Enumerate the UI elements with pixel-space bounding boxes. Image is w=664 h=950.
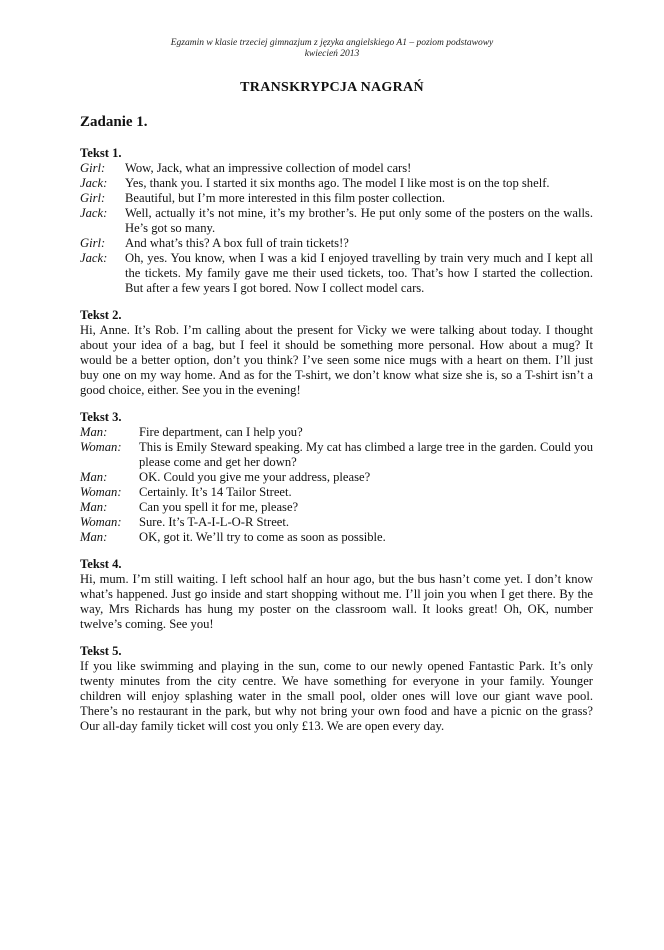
section-tekst-1	[80, 146, 593, 296]
monologue-paragraph: Hi, Anne. It’s Rob. I’m calling about the present for Vicky we were talking about today. I thought about your idea of a bag, but I feel it should be something more personal. How about a mug? It would be a better option, don’t you think? I’ve seen some nice mugs with a heart on them. I’ll just buy one on my way home. And as for the T-shirt, we don’t know what size she is, so a T-shirt isn’t a good choice, either. See you in the evening!	[80, 323, 593, 397]
dialogue-line	[80, 236, 593, 251]
line-text: Can you spell it for me, please?	[139, 500, 299, 514]
speaker-label: Woman:	[80, 515, 122, 529]
dialogue-line	[80, 485, 593, 500]
line-text: Certainly. It’s 14 Tailor Street.	[139, 485, 292, 499]
line-text: Sure. It’s T-A-I-L-O-R Street.	[139, 515, 290, 529]
dialogue-line	[80, 515, 593, 530]
speaker-label: Girl:	[80, 236, 106, 250]
line-text: Beautiful, but I’m more interested in this film poster collection.	[125, 191, 446, 205]
speaker-label: Girl:	[80, 161, 106, 175]
speaker-label: Girl:	[80, 191, 106, 205]
line-text: OK. Could you give me your address, please?	[139, 470, 371, 484]
speaker-label: Woman:	[80, 440, 122, 454]
section-heading: Tekst 5.	[80, 644, 122, 658]
dialogue-line	[80, 206, 593, 236]
line-text: Yes, thank you. I started it six months ago. The model I like most is on the top shelf.	[125, 176, 550, 190]
dialogue-line	[80, 176, 593, 191]
line-text: Fire department, can I help you?	[139, 425, 303, 439]
section-tekst-2	[80, 308, 593, 398]
section-heading: Tekst 2.	[80, 308, 122, 322]
speaker-label: Jack:	[80, 206, 108, 220]
line-text: Wow, Jack, what an impressive collection of model cars!	[125, 161, 412, 175]
monologue-paragraph: If you like swimming and playing in the sun, come to our newly opened Fantastic Park. It’s only twenty minutes from the city centre. We have something for everyone in your family. Younger children will enjoy splashing water in the small pool, older ones will love our giant wave pool. There’s no restaurant in the park, but why not bring your own food and have a picnic on the grass? Our all-day family ticket will cost you only £13. We are open every day.	[80, 659, 593, 733]
dialogue-line	[80, 470, 593, 485]
transcript-content	[80, 146, 593, 746]
dialogue-line	[80, 251, 593, 296]
speaker-label: Woman:	[80, 485, 122, 499]
dialogue-line	[80, 530, 593, 545]
page-title: TRANSKRYPCJA NAGRAŃ	[240, 80, 424, 95]
header-date-line: kwiecień 2013	[304, 49, 360, 59]
line-text: This is Emily Steward speaking. My cat has climbed a large tree in the garden. Could you please come and get her down?	[139, 440, 593, 469]
section-tekst-3	[80, 410, 593, 545]
dialogue-line	[80, 425, 593, 440]
speaker-label: Jack:	[80, 251, 108, 265]
line-text: And what’s this? A box full of train tickets!?	[125, 236, 349, 250]
dialogue-line	[80, 440, 593, 470]
page-header	[0, 38, 664, 60]
speaker-label: Man:	[80, 500, 108, 514]
speaker-label: Jack:	[80, 176, 108, 190]
speaker-label: Man:	[80, 425, 108, 439]
section-heading: Tekst 1.	[80, 146, 122, 160]
dialogue-line	[80, 191, 593, 206]
speaker-label: Man:	[80, 530, 108, 544]
section-heading: Tekst 4.	[80, 557, 122, 571]
speaker-label: Man:	[80, 470, 108, 484]
line-text: OK, got it. We’ll try to come as soon as possible.	[139, 530, 386, 544]
header-exam-line: Egzamin w klasie trzeciej gimnazjum z języka angielskiego A1 – poziom podstawowy	[170, 38, 494, 48]
dialogue-line	[80, 500, 593, 515]
section-tekst-5	[80, 644, 593, 734]
dialogue-line	[80, 161, 593, 176]
monologue-paragraph: Hi, mum. I’m still waiting. I left school half an hour ago, but the bus hasn’t come yet. I don’t know what’s happened. Just go inside and start shopping without me. I’ll join you when I get there. By the way, Mrs Richards has hung my poster on the classroom wall. It looks great! Oh, OK, number twelve’s coming. See you!	[80, 572, 593, 631]
section-heading: Tekst 3.	[80, 410, 122, 424]
line-text: Oh, yes. You know, when I was a kid I enjoyed travelling by train very much and I kept all the tickets. My family gave me their used tickets, too. That’s how I started the collection. But after a few years I got bored. Now I collect model cars.	[125, 251, 593, 295]
line-text: Well, actually it’s not mine, it’s my brother’s. He put only some of the posters on the walls. He’s got so many.	[125, 206, 593, 235]
task-heading: Zadanie 1.	[80, 114, 148, 130]
section-tekst-4	[80, 557, 593, 632]
